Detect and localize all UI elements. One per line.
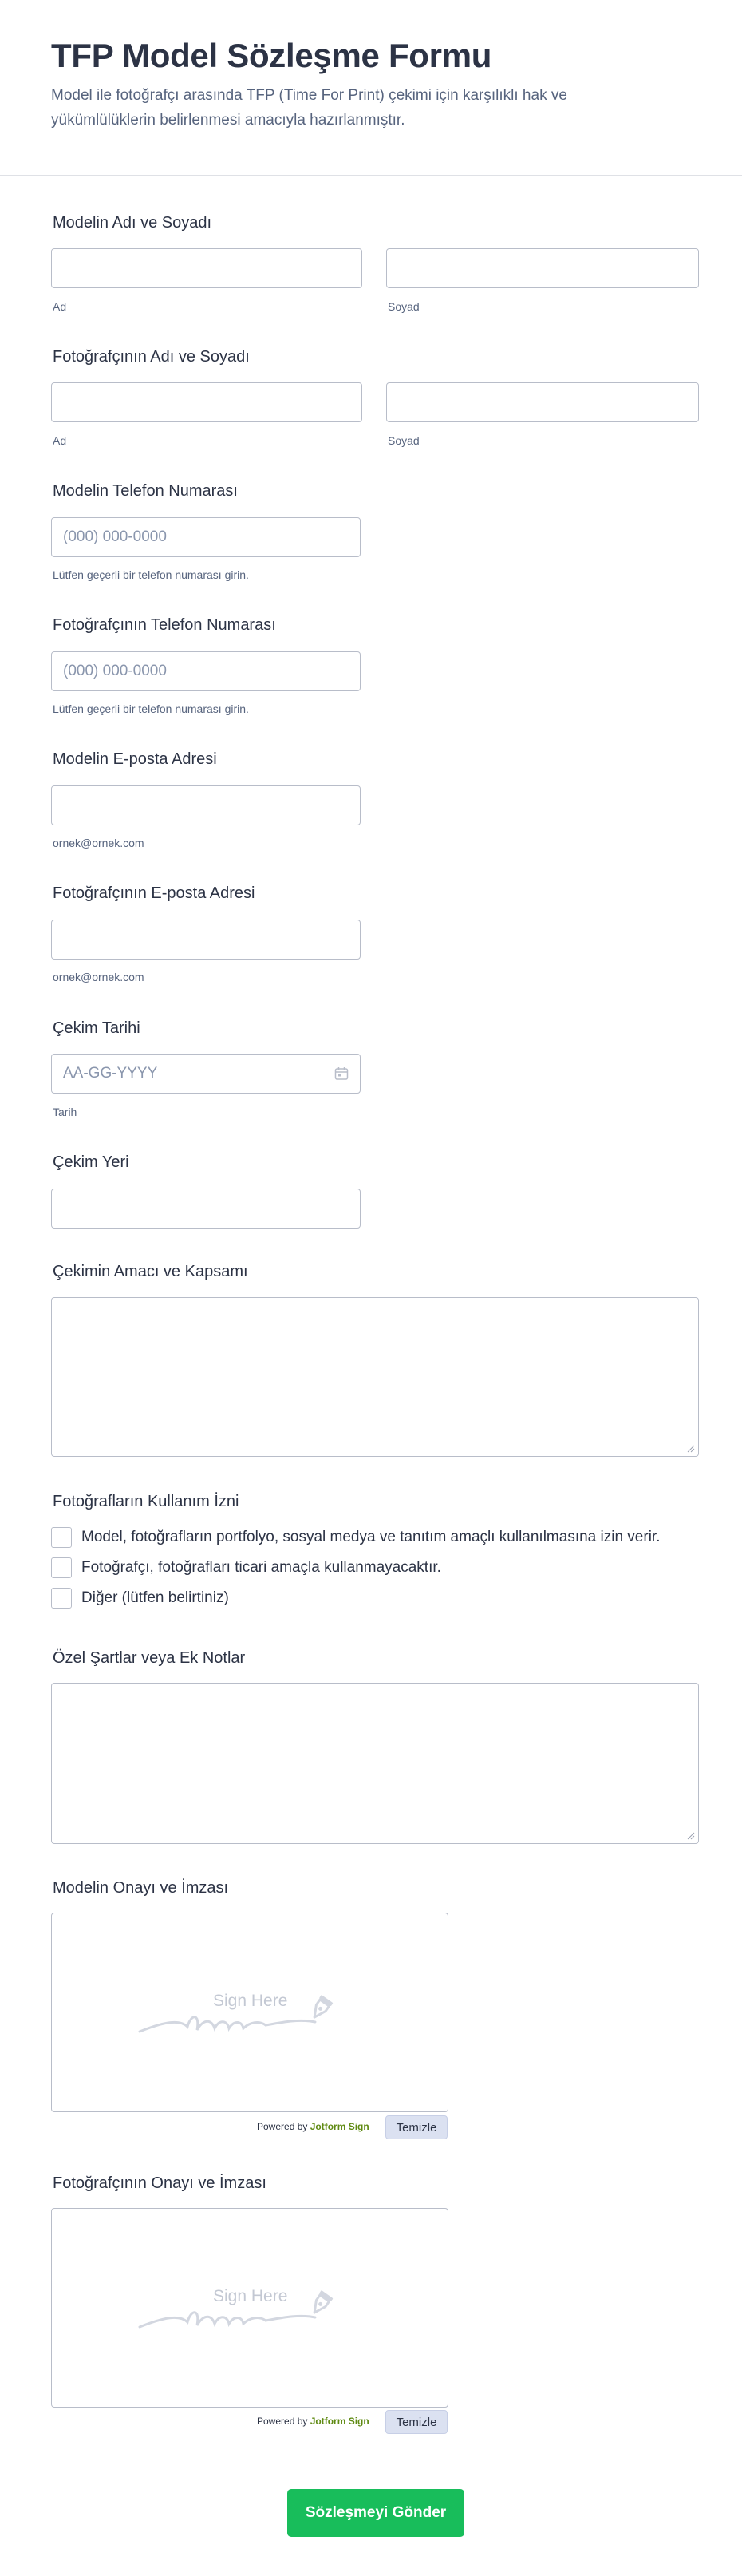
form-title: TFP Model Sözleşme Formu	[51, 37, 492, 74]
usage-option-portfolio[interactable]	[51, 1527, 660, 1548]
photographer-name-label: Fotoğrafçının Adı ve Soyadı	[53, 348, 250, 366]
checkbox[interactable]	[51, 1557, 72, 1578]
model-last-name-input[interactable]	[386, 248, 699, 288]
model-signature-pad[interactable]	[51, 1913, 448, 2112]
photographer-email-input[interactable]	[51, 920, 361, 960]
usage-option-other[interactable]	[51, 1588, 229, 1609]
model-email-label: Modelin E-posta Adresi	[53, 750, 217, 768]
photographer-last-name-input[interactable]	[386, 382, 699, 422]
model-email-input[interactable]	[51, 785, 361, 825]
form-header	[0, 0, 742, 176]
usage-option-label: Diğer (lütfen belirtiniz)	[81, 1589, 229, 1606]
photographer-email-sublabel: ornek@ornek.com	[53, 971, 144, 983]
photographer-last-name-sublabel: Soyad	[388, 434, 420, 447]
photographer-signature-clear-button[interactable]: Temizle	[385, 2410, 448, 2434]
powered-by-text	[257, 2416, 369, 2427]
photographer-phone-sublabel: Lütfen geçerli bir telefon numarası girin.	[53, 702, 249, 715]
form-description: Model ile fotoğrafçı arasında TFP (Time For Print) çekimi için karşılıklı hak ve yükümlülüklerin belirlenmesi amacıyla hazırlanmıştır.	[51, 87, 567, 129]
model-email-sublabel: ornek@ornek.com	[53, 837, 144, 849]
sign-here-hint: Sign Here	[213, 2287, 288, 2305]
submit-button[interactable]: Sözleşmeyi Gönder	[287, 2489, 464, 2537]
usage-option-no-commercial[interactable]	[51, 1557, 441, 1578]
photographer-phone-label: Fotoğrafçının Telefon Numarası	[53, 616, 276, 634]
model-signature-label: Modelin Onayı ve İmzası	[53, 1879, 229, 1897]
usage-permission-label: Fotoğrafların Kullanım İzni	[53, 1493, 239, 1510]
shoot-date-input[interactable]	[51, 1054, 361, 1094]
shoot-purpose-textarea[interactable]	[51, 1297, 699, 1457]
model-first-name-input[interactable]	[51, 248, 362, 288]
powered-prefix: Powered by	[257, 2416, 308, 2427]
shoot-date-placeholder: AA-GG-YYYY	[63, 1065, 158, 1082]
calendar-icon[interactable]	[334, 1066, 349, 1081]
shoot-location-label: Çekim Yeri	[53, 1153, 129, 1171]
special-terms-label: Özel Şartlar veya Ek Notlar	[53, 1649, 246, 1667]
resize-handle-icon[interactable]	[687, 1445, 695, 1453]
special-terms-textarea[interactable]	[51, 1683, 699, 1844]
shoot-date-sublabel: Tarih	[53, 1106, 77, 1118]
shoot-date-label: Çekim Tarihi	[53, 1019, 140, 1037]
shoot-purpose-label: Çekimin Amacı ve Kapsamı	[53, 1263, 248, 1280]
photographer-first-name-input[interactable]	[51, 382, 362, 422]
powered-brand: Jotform Sign	[310, 2416, 369, 2427]
model-phone-label: Modelin Telefon Numarası	[53, 482, 238, 500]
usage-option-label: Fotoğrafçı, fotoğrafları ticari amaçla kullanmayacaktır.	[81, 1559, 441, 1576]
photographer-email-label: Fotoğrafçının E-posta Adresi	[53, 884, 255, 902]
model-first-name-sublabel: Ad	[53, 300, 67, 313]
model-phone-input[interactable]: (000) 000-0000	[51, 517, 361, 557]
photographer-phone-input[interactable]: (000) 000-0000	[51, 651, 361, 691]
photographer-signature-pad[interactable]	[51, 2208, 448, 2408]
model-name-label: Modelin Adı ve Soyadı	[53, 214, 212, 231]
model-signature-clear-button[interactable]: Temizle	[385, 2115, 448, 2139]
resize-handle-icon[interactable]	[687, 1832, 695, 1840]
model-phone-sublabel: Lütfen geçerli bir telefon numarası girin.	[53, 568, 249, 581]
powered-brand: Jotform Sign	[310, 2121, 369, 2132]
usage-option-label: Model, fotoğrafların portfolyo, sosyal medya ve tanıtım amaçlı kullanılmasına izin verir.	[81, 1529, 661, 1545]
photographer-first-name-sublabel: Ad	[53, 434, 67, 447]
powered-by-text	[257, 2121, 369, 2132]
photographer-signature-label: Fotoğrafçının Onayı ve İmzası	[53, 2174, 266, 2192]
powered-prefix: Powered by	[257, 2121, 308, 2132]
sign-here-hint: Sign Here	[213, 1992, 288, 2010]
shoot-location-input[interactable]	[51, 1189, 361, 1229]
checkbox[interactable]	[51, 1527, 72, 1548]
checkbox[interactable]	[51, 1588, 72, 1609]
model-last-name-sublabel: Soyad	[388, 300, 420, 313]
